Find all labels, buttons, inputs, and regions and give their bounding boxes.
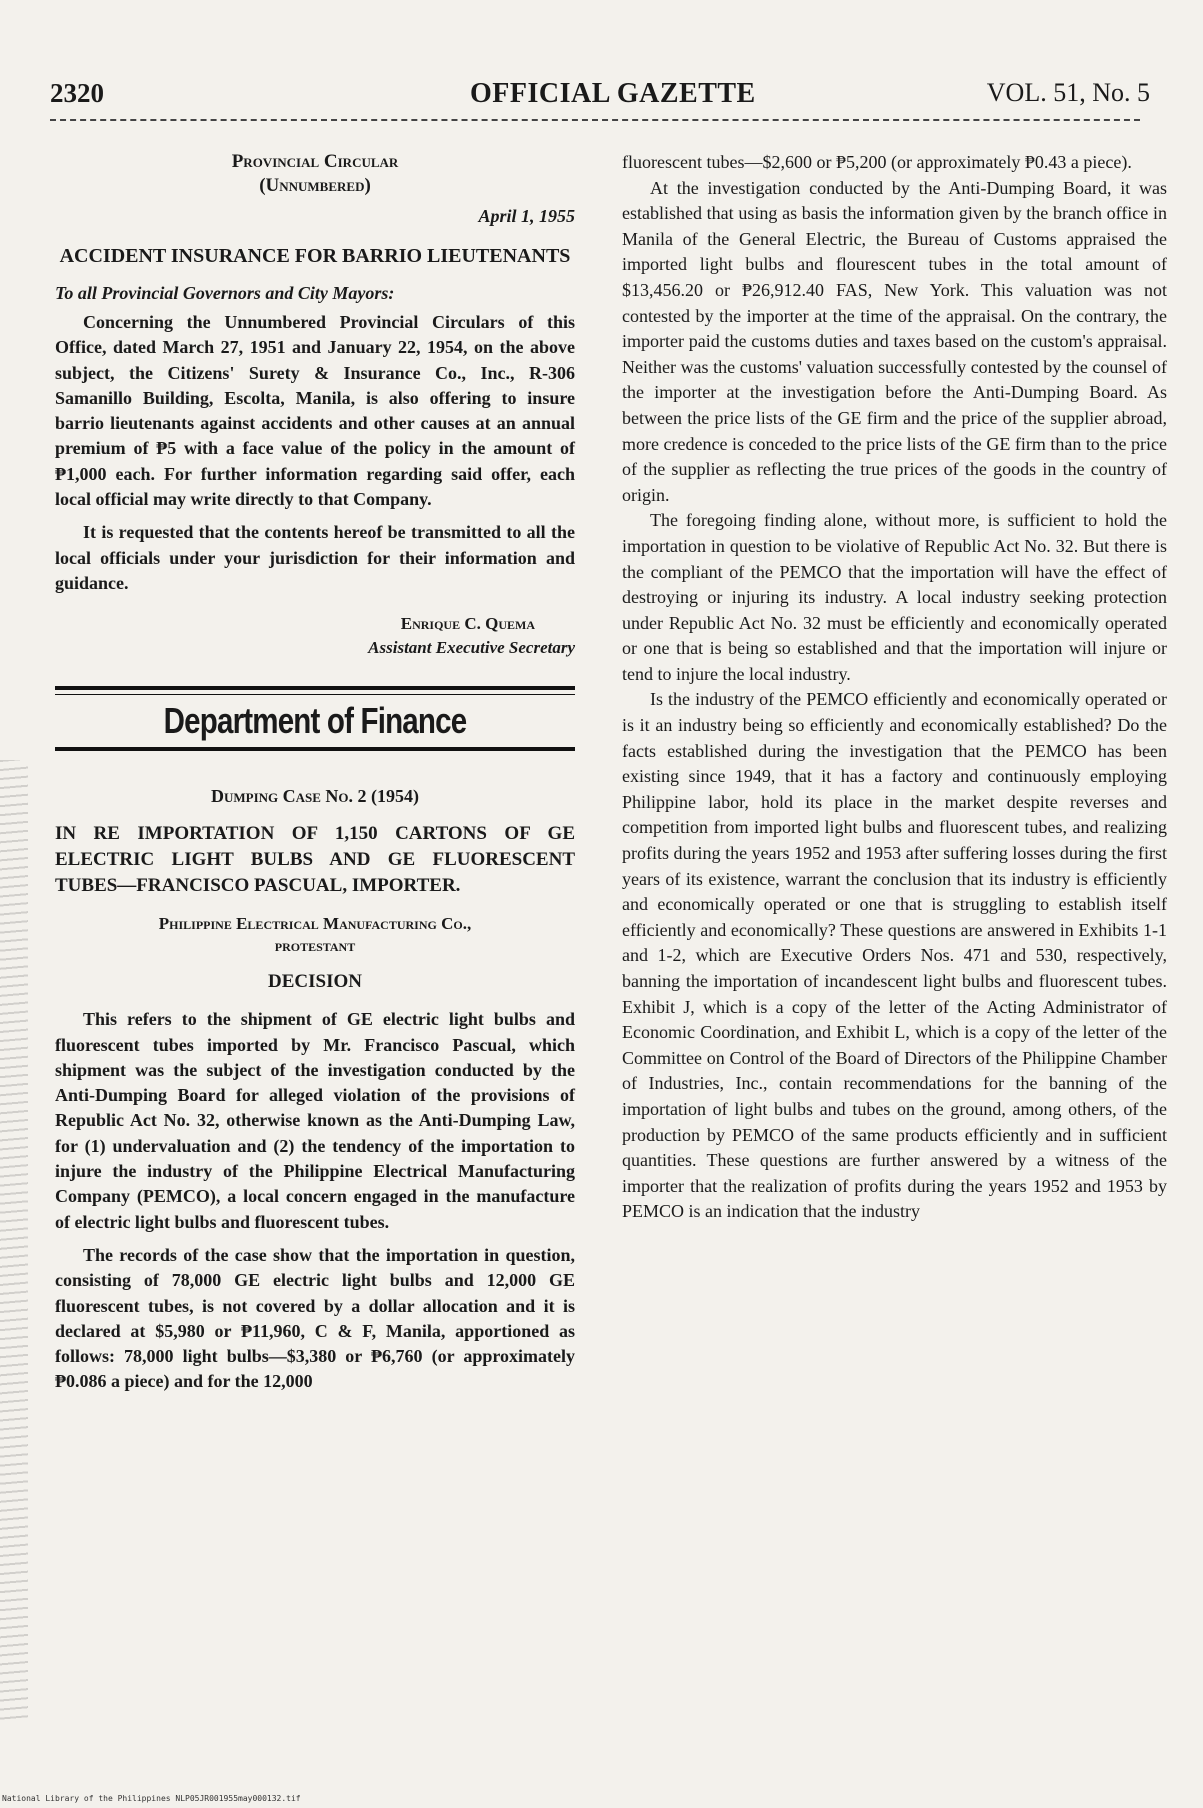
banner-rule-bottom	[55, 747, 575, 751]
decision-paragraph-2: The records of the case show that the importation in question, consisting of 78,000 GE electric light bulbs and 12,000 GE fluorescent tubes, is not covered by a dollar allocation and it is declared at $5,980 or ₱11,960, C & F, Manila, apportioned as follows: 78,000 light bulbs—$3,380 or ₱6,760 (or approximately ₱0.086 a piece) and for the 12,000	[55, 1244, 575, 1392]
circular-sublabel: (Unnumbered)	[259, 175, 371, 196]
signatory-name: Enrique C. Quema	[400, 614, 535, 634]
case-number: Dumping Case No. 2 (1954)	[210, 786, 420, 807]
volume-number: VOL. 51, No. 5	[986, 78, 1150, 107]
circular-paragraph-1: Concerning the Unnumbered Provincial Circulars of this Office, dated March 27, 1951 and January 22, 1954, on the above subject, the Citizens' Surety & Insurance Co., Inc., R-306 Samanillo Building, Escolta, Manila, is also offering to insure barrio lieutenants against accidents and other causes at an annual premium of ₱5 with a face value of the policy in the amount of ₱1,000 each. For further information regarding said offer, each local official may write directly to that Company.	[55, 312, 575, 510]
signatory-title: Assistant Executive Secretary	[368, 638, 575, 658]
scan-footer: National Library of the Philippines NLP05JR001955may000132.tif	[2, 1794, 301, 1803]
decision-paragraph-5: Is the industry of the PEMCO efficiently and economically operated or is it an industry being so efficiently and economically established? Do the facts established during the investigation that the PEMCO has been existing since 1949, that it has a factory and continuously employing Philippine labor, hold its place in the market despite reverses and competition from imported light bulbs and fluorescent tubes, and realizing profits during the years 1952 and 1953 after suffering losses during the first years of its existence, warrant the conclusion that its industry is efficiently and economically operated or one that is struggling to establish itself efficiently and economically? These questions are answered in Exhibits 1-1 and 1-2, which are Executive Orders Nos. 471 and 530, respectively, banning the importation of incandescent light bulbs and fluorescent tubes. Exhibit J, which is a copy of the letter of the Acting Administrator of Economic Coordination, and Exhibit L, which is a copy of the letter of the Committee on Control of the Board of Directors of the Philippine Chamber of Industries, Inc., contain recommendations for the banning of the importation of light bulbs and tubes on the ground, among others, of the production by PEMCO of the same products efficiently and in sufficient quantities. These questions are further answered by a witness of the importer that the realization of profits during the years 1952 and 1953 by PEMCO is an indication that the industry	[622, 689, 1167, 1222]
decision-label: DECISION	[268, 971, 362, 993]
decision-paragraph-1: This refers to the shipment of GE electric light bulbs and fluorescent tubes imported by Mr. Francisco Pascual, which shipment was the subject of the investigation conducted by the Anti-Dumping Board for alleged violation of the provisions of Republic Act No. 32, otherwise known as the Anti-Dumping Law, for (1) undervaluation and (2) the tendency of the importation to injure the industry of the Philippine Electrical Manufacturing Company (PEMCO), a local concern engaged in the manufacture of electric light bulbs and fluorescent tubes.	[55, 1009, 575, 1232]
banner-rule-top	[55, 686, 575, 690]
circular-heading: ACCIDENT INSURANCE FOR BARRIO LIEUTENANTS	[59, 245, 571, 267]
circular-label: Provincial Circular	[231, 151, 399, 172]
case-title: IN RE IMPORTATION OF 1,150 CARTONS OF GE ELECTRIC LIGHT BULBS AND GE FLUORESCENT TUBES—FRANCISCO PASCUAL, IMPORTER.	[55, 823, 575, 897]
decision-paragraph-2-continued: fluorescent tubes—$2,600 or ₱5,200 (or approximately ₱0.43 a piece).	[622, 152, 1132, 172]
department-name: Department of Finance	[163, 700, 467, 742]
right-column	[622, 150, 1167, 1225]
publication-title: OFFICIAL GAZETTE	[470, 78, 756, 109]
circular-date: April 1, 1955	[478, 206, 575, 226]
page-number: 2320	[50, 78, 104, 108]
left-column	[55, 150, 575, 1395]
protestant-role: protestant	[274, 936, 356, 956]
decision-paragraph-4: The foregoing finding alone, without more, is sufficient to hold the importation in question to be violative of Republic Act No. 32. But there is the compliant of the PEMCO that the importation will have the effect of destroying or injuring its industry. A local industry seeking protection under Republic Act No. 32 must be efficiently and economically operated or one that is being so established and that the importation will injure or tend to injure the local industry.	[622, 510, 1167, 684]
decision-paragraph-3: At the investigation conducted by the Anti-Dumping Board, it was established that using as basis the information given by the branch office in Manila of the General Electric, the Bureau of Customs appraised the imported light bulbs and flourescent tubes in the total amount of $13,456.20 or ₱26,912.40 FAS, New York. This valuation was not contested by the importer at the time of the appraisal. On the contrary, the importer paid the customs duties and taxes based on the custom's appraisal. Neither was the customs' valuation successfully contested by the counsel of the importer at the investigation before the Anti-Dumping Board. As between the price lists of the GE firm and the price of the supplier abroad, more credence is conceded to the price lists of the GE firm than to the price of the supplier as reflecting the true prices of the goods in the country of origin.	[622, 177, 1167, 505]
circular-paragraph-2: It is requested that the contents hereof be transmitted to all the local officials under your jurisdiction for their information and guidance.	[55, 522, 575, 593]
circular-salutation: To all Provincial Governors and City Mayors:	[55, 283, 395, 303]
header-rule	[50, 119, 1140, 121]
page-header	[50, 78, 1150, 118]
protestant-name: Philippine Electrical Manufacturing Co.,	[158, 914, 472, 934]
department-banner	[55, 686, 575, 760]
scan-speckle	[0, 760, 28, 1720]
